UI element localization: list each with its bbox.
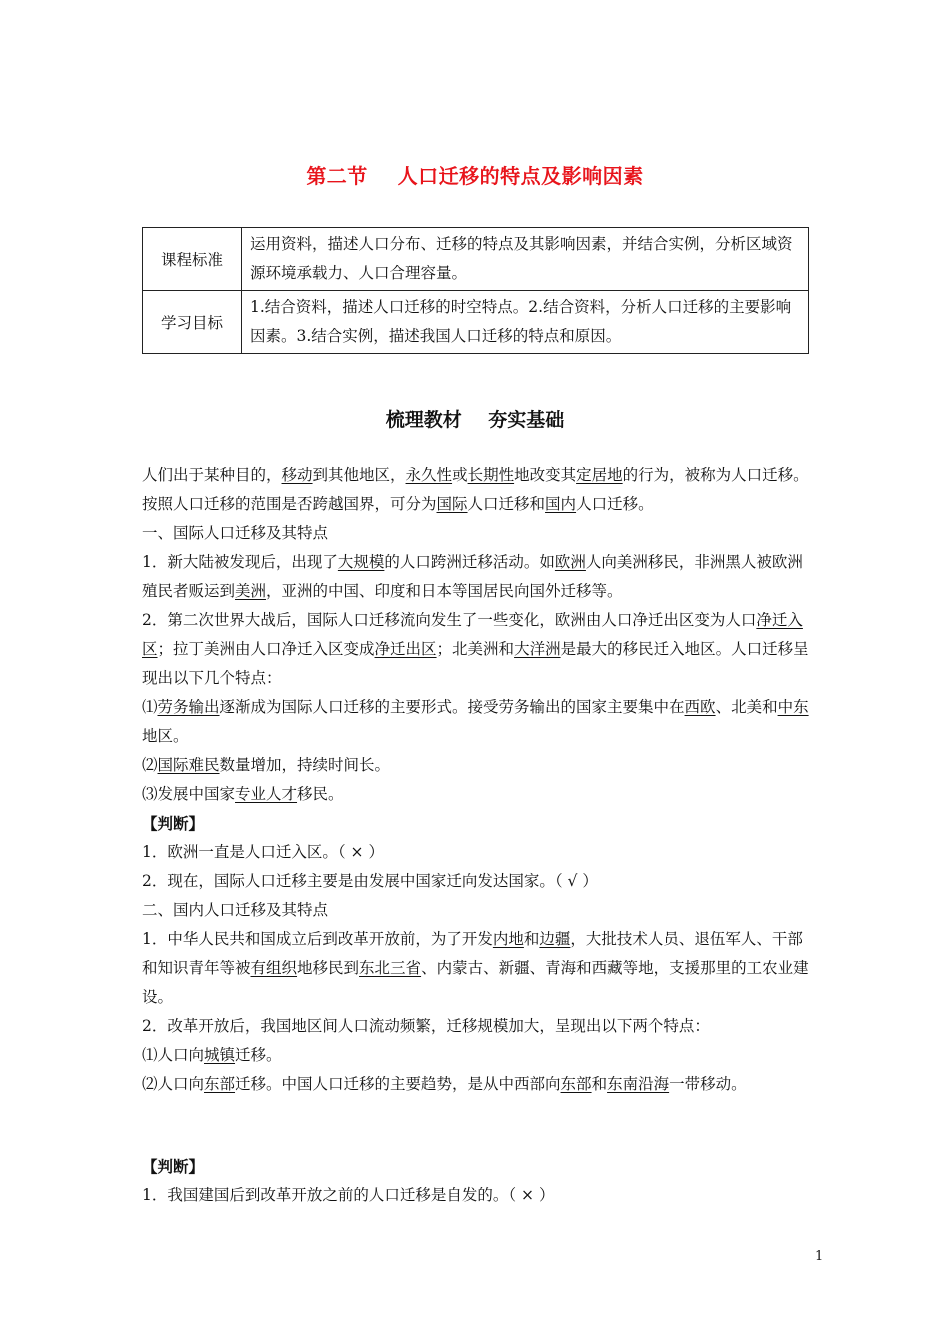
underlined-answer: 大规模 [337, 553, 385, 571]
text-run: 或 [452, 466, 468, 484]
paragraph-2 [142, 606, 817, 693]
underlined-answer: 东南沿海 [607, 1075, 670, 1093]
underlined-answer: 西欧 [684, 698, 716, 716]
judge-label: 【判断】 [142, 814, 205, 833]
content-part-2 [142, 1152, 817, 1210]
underlined-answer: 大洋洲 [514, 640, 561, 658]
underlined-answer: 中东 [777, 698, 809, 716]
underlined-answer: 永久性 [405, 466, 453, 484]
text-run: 地移民到 [297, 959, 360, 977]
content-part-1 [142, 461, 817, 1099]
judge-item: 2．现在，国际人口迁移主要是由发展中国家迁向发达国家。（ √ ） [142, 872, 598, 890]
text-run: 的人口跨洲迁移活动。如 [384, 553, 555, 571]
paragraph-1 [142, 548, 817, 606]
text-run: ，亚洲的中国、印度和日本等国居民向国外迁移等。 [266, 582, 623, 600]
text-run: 的行为，被称为人口迁移。按照人口迁移的范围是否跨越国界，可分为 [142, 466, 809, 513]
page-title: 第二节 人口迁移的特点及影响因素 [306, 164, 644, 188]
standards-table [142, 227, 809, 354]
underlined-answer: 欧洲 [554, 553, 586, 571]
underlined-answer: 边疆 [539, 930, 571, 948]
text-run: 数量增加，持续时间长。 [219, 756, 391, 774]
judge-label: 【判断】 [142, 1157, 205, 1176]
text-run: 2．改革开放后，我国地区间人口流动频繁，迁移规模加大，呈现出以下两个特点： [142, 1017, 710, 1035]
underlined-answer: 移动 [281, 466, 313, 484]
text-run: ⑵ [142, 756, 158, 774]
text-run: 和 [523, 930, 540, 948]
intro-paragraph [142, 461, 817, 519]
table-row [143, 291, 809, 354]
underlined-answer: 东部 [204, 1075, 236, 1093]
text-run: 、内蒙古、新疆、青海和西藏等地，支援那里的工农业建设。 [142, 959, 809, 1006]
judge-item: 1．我国建国后到改革开放之前的人口迁移是自发的。（ × ） [142, 1186, 555, 1204]
page-number: 1 [815, 1249, 824, 1264]
underlined-answer: 净迁出区 [374, 640, 437, 658]
text-run: 逐渐成为国际人口迁移的主要形式。接受劳务输出的国家主要集中在 [219, 698, 685, 716]
text-run: ；拉丁美洲由人口净迁入区变成 [157, 640, 375, 658]
paragraph-3 [142, 693, 817, 751]
text-run: 1．中华人民共和国成立后到改革开放前，为了开发 [142, 930, 493, 948]
table-row [143, 228, 809, 291]
text-run: 是最大的移民迁入地区。人口迁移呈现出以下几个特点： [142, 640, 809, 687]
underlined-answer: 定居地 [576, 466, 623, 484]
text-run: 2．第二次世界大战后，国际人口迁移流向发生了一些变化，欧洲由人口净迁出区变为人口 [142, 611, 757, 629]
underlined-answer: 净迁入区 [142, 611, 803, 658]
underlined-answer: 国内 [545, 495, 577, 513]
text-run: ⑴人口向 [142, 1046, 205, 1064]
paragraph-q4 [142, 1070, 817, 1099]
text-run: 到其他地区， [312, 466, 406, 484]
underlined-answer: 美洲 [235, 582, 267, 600]
paragraph-q2 [142, 1012, 817, 1041]
text-run: ⑴ [142, 698, 158, 716]
underlined-answer: 专业人才 [235, 785, 298, 803]
underlined-answer: 城镇 [204, 1046, 236, 1064]
text-run: 迁移。中国人口迁移的主要趋势，是从中西部向 [235, 1075, 561, 1093]
text-run: 地区。 [142, 727, 189, 745]
text-run: 迁移。 [235, 1046, 282, 1064]
table-content-cell: 1.结合资料，描述人口迁移的时空特点。2.结合资料，分析人口迁移的主要影响因素。3.结合实例，描述我国人口迁移的特点和原因。 [242, 291, 809, 354]
section-title: 梳理教材 夯实基础 [385, 409, 565, 431]
underlined-answer: 国际难民 [157, 756, 220, 774]
text-run: 人口迁移和 [467, 495, 546, 513]
table-head-cell: 课程标准 [143, 228, 242, 291]
underlined-answer: 内地 [492, 930, 524, 948]
judge-item: 1．欧洲一直是人口迁入区。（ × ） [142, 843, 384, 861]
paragraph-4 [142, 751, 817, 780]
table-head-cell: 学习目标 [143, 291, 242, 354]
text-run: 、北美和 [715, 698, 778, 716]
text-run: 人向美洲移民，非洲黑人被欧洲殖民者贩运到 [142, 553, 803, 600]
table-content-cell: 运用资料，描述人口分布、迁移的特点及其影响因素，并结合实例，分析区域资源环境承载力、人口合理容量。 [242, 228, 809, 291]
underlined-answer: 劳务输出 [157, 698, 220, 716]
text-run: 人口迁移。 [576, 495, 654, 513]
text-run: ⑶发展中国家 [142, 785, 236, 803]
text-run: 1．新大陆被发现后，出现了 [142, 553, 338, 571]
heading-domestic: 二、国内人口迁移及其特点 [142, 901, 329, 919]
underlined-answer: 有组织 [250, 959, 298, 977]
text-run: 地改变其 [514, 466, 577, 484]
heading-international: 一、国际人口迁移及其特点 [142, 524, 329, 542]
underlined-answer: 长期性 [467, 466, 515, 484]
text-run: 人们出于某种目的， [142, 466, 282, 484]
text-run: ，大批技术人员、退伍军人、干部和知识青年等被 [142, 930, 803, 977]
paragraph-q3 [142, 1041, 817, 1070]
underlined-answer: 东部 [560, 1075, 592, 1093]
text-run: 移民。 [297, 785, 344, 803]
underlined-answer: 东北三省 [359, 959, 422, 977]
text-run: ；北美洲和 [436, 640, 515, 658]
underlined-answer: 国际 [436, 495, 468, 513]
paragraph-q1 [142, 925, 817, 1012]
text-run: 一带移动。 [669, 1075, 747, 1093]
text-run: ⑵人口向 [142, 1075, 205, 1093]
text-run: 和 [591, 1075, 608, 1093]
paragraph-5 [142, 780, 817, 809]
